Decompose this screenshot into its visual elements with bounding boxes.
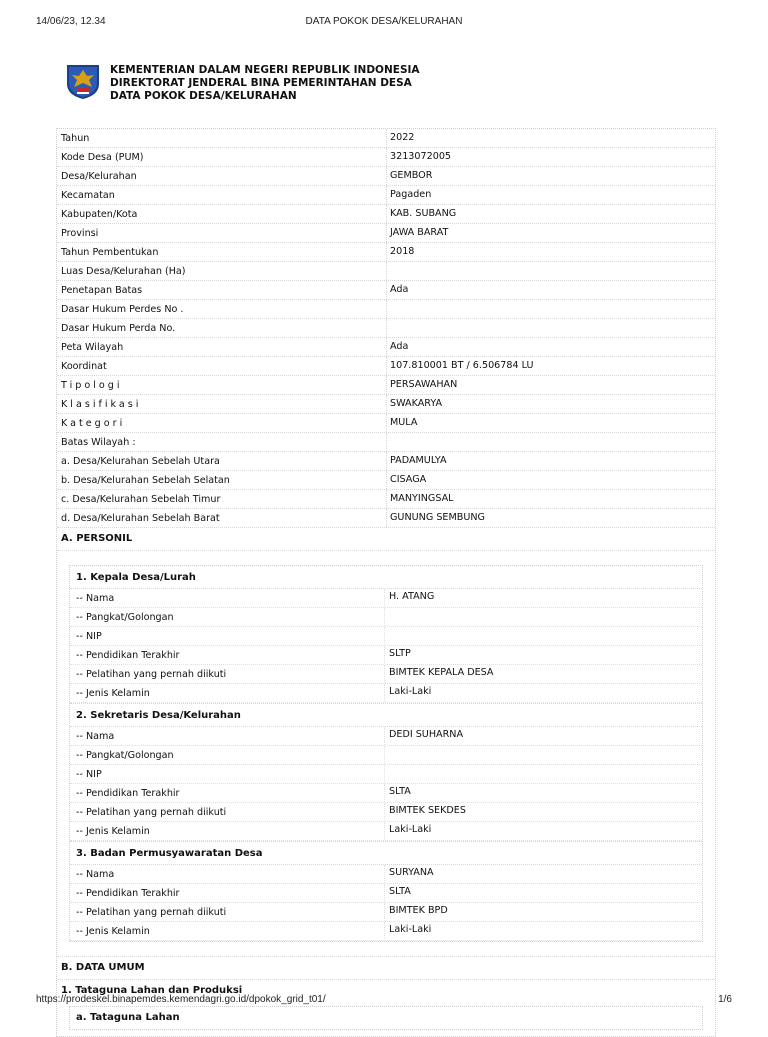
row-label: Desa/Kelurahan — [61, 171, 137, 182]
page-url: https://prodeskel.binapemdes.kemendagri.go.id/dpokok_grid_t01/ — [36, 994, 326, 1005]
personil-value: DEDI SUHARNA — [389, 729, 464, 740]
column-divider — [386, 414, 387, 432]
column-divider — [386, 509, 387, 527]
table-row — [57, 357, 715, 376]
basic-info-rows — [57, 129, 715, 528]
row-value: 2018 — [390, 246, 415, 257]
directorate-name: DIREKTORAT JENDERAL BINA PEMERINTAHAN DESA — [110, 77, 412, 89]
personil-row — [70, 822, 702, 841]
print-page-title: DATA POKOK DESA/KELURAHAN — [305, 16, 463, 27]
column-divider — [386, 433, 387, 451]
personil-row — [70, 784, 702, 803]
row-label: Tahun — [61, 133, 90, 144]
row-value: Ada — [390, 284, 409, 295]
row-label: Kode Desa (PUM) — [61, 152, 144, 163]
print-datetime: 14/06/23, 12.34 — [36, 16, 106, 27]
personil-value: H. ATANG — [389, 591, 435, 602]
table-row — [57, 395, 715, 414]
personil-label: -- Pendidikan Terakhir — [76, 788, 180, 799]
personil-label: -- Pelatihan yang pernah diikuti — [76, 807, 227, 818]
column-divider — [384, 589, 385, 607]
column-divider — [386, 262, 387, 280]
column-divider — [386, 357, 387, 375]
row-value: Pagaden — [390, 189, 432, 200]
personil-row — [70, 627, 702, 646]
village-data-table — [56, 128, 716, 1037]
ministry-name: KEMENTERIAN DALAM NEGERI REPUBLIK INDONESIA — [110, 64, 420, 76]
personil-value: SLTA — [389, 886, 411, 897]
column-divider — [386, 319, 387, 337]
personil-value: SLTA — [389, 786, 411, 797]
row-label: a. Desa/Kelurahan Sebelah Utara — [61, 456, 220, 467]
column-divider — [386, 281, 387, 299]
personil-row — [70, 608, 702, 627]
personil-row — [70, 803, 702, 822]
personil-label: -- Jenis Kelamin — [76, 688, 150, 699]
column-divider — [386, 224, 387, 242]
row-value: PADAMULYA — [390, 455, 447, 466]
personil-group-heading — [70, 841, 702, 865]
personil-value: Laki-Laki — [389, 686, 432, 697]
row-value: MULA — [390, 417, 418, 428]
table-row — [57, 224, 715, 243]
column-divider — [384, 765, 385, 783]
table-row — [57, 509, 715, 528]
row-value: GEMBOR — [390, 170, 433, 181]
column-divider — [384, 865, 385, 883]
personil-value: BIMTEK KEPALA DESA — [389, 667, 494, 678]
column-divider — [386, 300, 387, 318]
personil-row — [70, 727, 702, 746]
row-label: Peta Wilayah — [61, 342, 124, 353]
column-divider — [384, 746, 385, 764]
personil-label: -- Pendidikan Terakhir — [76, 650, 180, 661]
personil-label: -- Pelatihan yang pernah diikuti — [76, 907, 227, 918]
column-divider — [384, 784, 385, 802]
section-data-umum-heading: B. DATA UMUM — [57, 956, 715, 980]
table-row — [57, 167, 715, 186]
print-header — [36, 16, 732, 30]
row-label: Kabupaten/Kota — [61, 209, 138, 220]
row-value: Ada — [390, 341, 409, 352]
row-label: Provinsi — [61, 228, 99, 239]
column-divider — [384, 608, 385, 626]
table-row — [57, 338, 715, 357]
table-row — [57, 452, 715, 471]
row-label: d. Desa/Kelurahan Sebelah Barat — [61, 513, 220, 524]
column-divider — [384, 822, 385, 840]
personil-label: -- NIP — [76, 631, 102, 642]
personil-row — [70, 589, 702, 608]
table-row — [57, 471, 715, 490]
table-row — [57, 205, 715, 224]
column-divider — [386, 490, 387, 508]
column-divider — [386, 148, 387, 166]
table-row — [57, 319, 715, 338]
personil-row — [70, 922, 702, 941]
personil-value: BIMTEK SEKDES — [389, 805, 466, 816]
table-row — [57, 281, 715, 300]
page-number: 1/6 — [718, 994, 732, 1005]
row-value: 2022 — [390, 132, 415, 143]
row-value: PERSAWAHAN — [390, 379, 458, 390]
personil-row — [70, 646, 702, 665]
row-value: 3213072005 — [390, 151, 452, 162]
row-value: CISAGA — [390, 474, 427, 485]
personil-label: -- NIP — [76, 769, 102, 780]
personil-box — [69, 565, 703, 942]
personil-label: -- Nama — [76, 731, 115, 742]
column-divider — [384, 684, 385, 702]
personil-group-title: 2. Sekretaris Desa/Kelurahan — [76, 710, 241, 721]
row-label: c. Desa/Kelurahan Sebelah Timur — [61, 494, 221, 505]
column-divider — [386, 186, 387, 204]
row-value: GUNUNG SEMBUNG — [390, 512, 485, 523]
personil-label: -- Nama — [76, 869, 115, 880]
row-label: Batas Wilayah : — [61, 437, 136, 448]
table-row — [57, 300, 715, 319]
personil-value: BIMTEK BPD — [389, 905, 448, 916]
personil-label: -- Pelatihan yang pernah diikuti — [76, 669, 227, 680]
column-divider — [384, 803, 385, 821]
print-footer — [36, 994, 732, 1008]
row-label: Klasifikasi — [61, 399, 142, 410]
column-divider — [384, 903, 385, 921]
row-label: b. Desa/Kelurahan Sebelah Selatan — [61, 475, 230, 486]
row-label: Kategori — [61, 418, 126, 429]
personil-row — [70, 665, 702, 684]
column-divider — [384, 665, 385, 683]
tataguna-lahan-heading: a. Tataguna Lahan — [69, 1006, 703, 1030]
row-value: KAB. SUBANG — [390, 208, 457, 219]
row-label: Tahun Pembentukan — [61, 247, 159, 258]
personil-row — [70, 884, 702, 903]
row-label: Luas Desa/Kelurahan (Ha) — [61, 266, 186, 277]
table-row — [57, 186, 715, 205]
row-label: Tipologi — [61, 380, 123, 391]
table-row — [57, 433, 715, 452]
personil-row — [70, 684, 702, 703]
row-label: Penetapan Batas — [61, 285, 143, 296]
column-divider — [386, 129, 387, 147]
column-divider — [386, 205, 387, 223]
personil-label: -- Pangkat/Golongan — [76, 750, 174, 761]
personil-row — [70, 865, 702, 884]
column-divider — [386, 338, 387, 356]
section-personil-heading: A. PERSONIL — [57, 528, 715, 551]
personil-row — [70, 746, 702, 765]
personil-value: Laki-Laki — [389, 924, 432, 935]
personil-label: -- Jenis Kelamin — [76, 926, 150, 937]
column-divider — [386, 471, 387, 489]
personil-row — [70, 765, 702, 784]
personil-value: Laki-Laki — [389, 824, 432, 835]
garuda-emblem-icon — [64, 62, 102, 100]
row-label: Dasar Hukum Perdes No . — [61, 304, 184, 315]
row-label: Kecamatan — [61, 190, 115, 201]
column-divider — [384, 922, 385, 940]
table-row — [57, 262, 715, 281]
personil-group-title: 3. Badan Permusyawaratan Desa — [76, 848, 263, 859]
row-value: SWAKARYA — [390, 398, 443, 409]
row-value: MANYINGSAL — [390, 493, 454, 504]
personil-label: -- Jenis Kelamin — [76, 826, 150, 837]
table-row — [57, 490, 715, 509]
personil-group-title: 1. Kepala Desa/Lurah — [76, 572, 196, 583]
personil-label: -- Pangkat/Golongan — [76, 612, 174, 623]
personil-group-heading — [70, 566, 702, 589]
table-row — [57, 376, 715, 395]
row-label: Dasar Hukum Perda No. — [61, 323, 176, 334]
table-row — [57, 414, 715, 433]
personil-label: -- Pendidikan Terakhir — [76, 888, 180, 899]
column-divider — [384, 646, 385, 664]
column-divider — [386, 167, 387, 185]
column-divider — [386, 376, 387, 394]
row-value: 107.810001 BT / 6.506784 LU — [390, 360, 534, 371]
table-row — [57, 148, 715, 167]
ministry-title-block — [110, 64, 420, 103]
row-value: JAWA BARAT — [390, 227, 449, 238]
tataguna-lahan-produksi-heading: 1. Tataguna Lahan dan Produksi — [61, 985, 243, 996]
table-row — [57, 243, 715, 262]
column-divider — [386, 243, 387, 261]
table-row — [57, 129, 715, 148]
column-divider — [384, 627, 385, 645]
row-label: Koordinat — [61, 361, 107, 372]
personil-value: SLTP — [389, 648, 411, 659]
column-divider — [384, 884, 385, 902]
personil-row — [70, 903, 702, 922]
personil-value: SURYANA — [389, 867, 434, 878]
document-title: DATA POKOK DESA/KELURAHAN — [110, 90, 297, 102]
column-divider — [386, 452, 387, 470]
personil-group-heading — [70, 703, 702, 727]
column-divider — [384, 727, 385, 745]
column-divider — [386, 395, 387, 413]
personil-label: -- Nama — [76, 593, 115, 604]
ministry-header — [64, 60, 704, 104]
